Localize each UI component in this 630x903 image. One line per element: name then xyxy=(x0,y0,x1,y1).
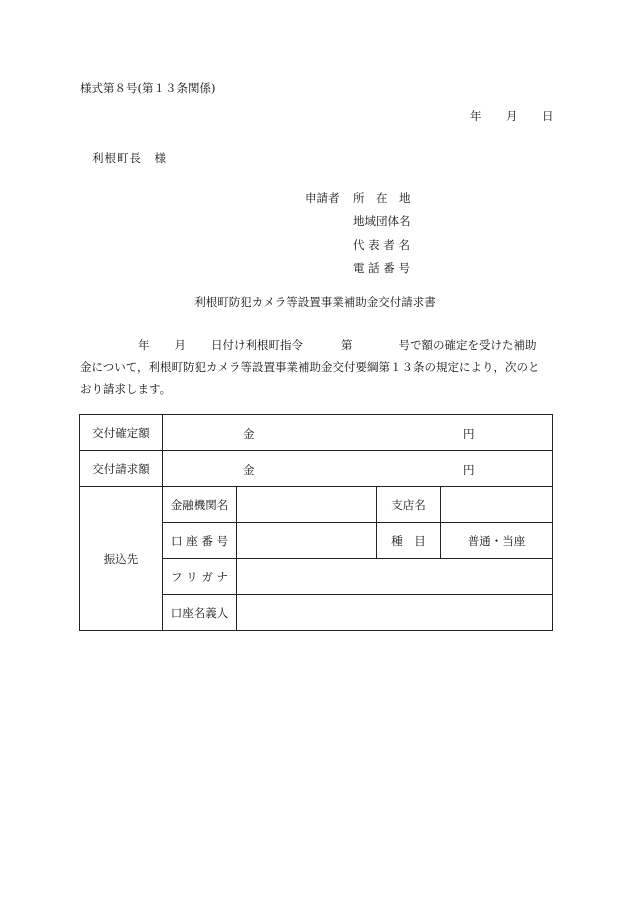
branch-field[interactable] xyxy=(441,487,553,523)
applicant-label: 申請者 xyxy=(305,191,340,205)
request-table xyxy=(79,414,553,631)
applicant-representative-label: 代 表 者 名 xyxy=(353,237,410,252)
holder-label: 口座名義人 xyxy=(163,595,237,631)
applicant-group-name-label: 地域団体名 xyxy=(353,214,411,229)
transfer-label: 振込先 xyxy=(80,487,163,631)
account-type-label: 種 目 xyxy=(377,523,441,559)
request-amount-label: 交付請求額 xyxy=(80,451,163,487)
body-date-suffix: 日付け利根町指令 xyxy=(211,338,303,352)
form-number: 様式第８号(第１３条関係) xyxy=(80,81,216,95)
applicant-address-label: 所 在 地 xyxy=(353,191,411,205)
applicant-fields xyxy=(353,190,411,283)
body-line-2: 金について，利根町防犯カメラ等設置事業補助金交付要綱第１３条の規定により，次のと xyxy=(80,360,540,374)
addressee: 利根町長 様 xyxy=(92,151,167,165)
fixed-amount-kin: 金 xyxy=(243,427,255,441)
account-type-value[interactable]: 普通・当座 xyxy=(441,523,553,559)
account-number-field[interactable] xyxy=(237,523,377,559)
bank-row xyxy=(80,487,553,523)
holder-field[interactable] xyxy=(237,595,553,631)
fixed-amount-yen: 円 xyxy=(463,427,475,441)
branch-label: 支店名 xyxy=(377,487,441,523)
fixed-amount-row xyxy=(80,415,553,451)
furigana-label: フ リ ガ ナ xyxy=(163,559,237,595)
date-month: 月 xyxy=(506,109,518,123)
fixed-amount-field[interactable] xyxy=(163,415,553,451)
date-day: 日 xyxy=(542,109,554,123)
furigana-field[interactable] xyxy=(237,559,553,595)
body-line1-rest: 号で額の確定を受けた補助 xyxy=(398,338,537,352)
body-line-3: おり請求します。 xyxy=(80,382,172,396)
bank-name-field[interactable] xyxy=(237,487,377,523)
fixed-amount-label: 交付確定額 xyxy=(80,415,163,451)
bank-name-label: 金融機関名 xyxy=(163,487,237,523)
request-amount-field[interactable] xyxy=(163,451,553,487)
document-title: 利根町防犯カメラ等設置事業補助金交付請求書 xyxy=(194,295,436,309)
request-amount-yen: 円 xyxy=(463,463,475,477)
body-month: 月 xyxy=(174,338,186,352)
date-year: 年 xyxy=(470,109,482,123)
body-dai: 第 xyxy=(341,338,353,352)
request-amount-row xyxy=(80,451,553,487)
request-amount-kin: 金 xyxy=(243,463,255,477)
body-year: 年 xyxy=(138,338,150,352)
applicant-phone-label: 電 話 番 号 xyxy=(353,260,410,275)
request-body xyxy=(80,334,540,400)
date-line xyxy=(470,108,554,124)
body-line-1 xyxy=(80,334,540,356)
account-number-label: 口 座 番 号 xyxy=(163,523,237,559)
